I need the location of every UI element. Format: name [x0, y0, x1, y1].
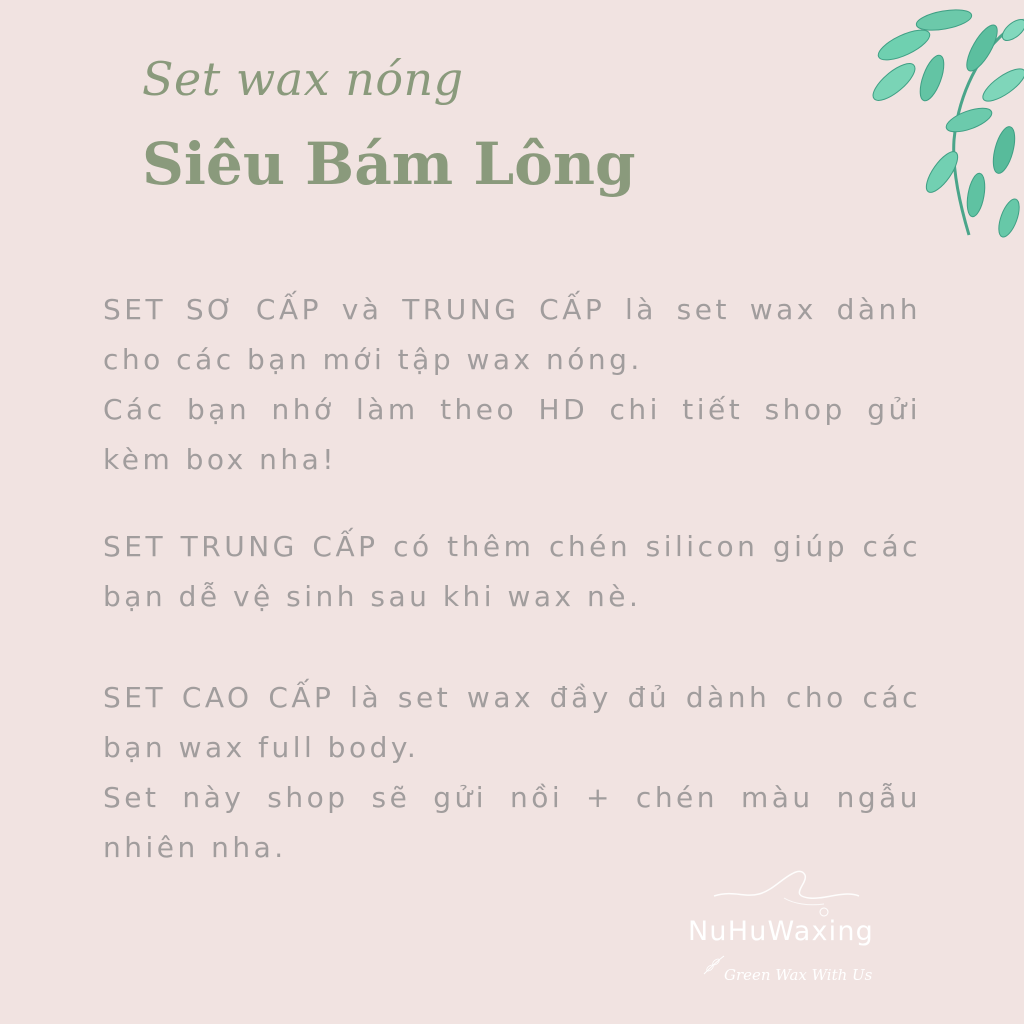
title-script: Set wax nóng	[142, 52, 464, 106]
logo-name: NuHuWaxing	[688, 916, 874, 947]
paragraph-3	[103, 673, 921, 873]
paragraph-1	[103, 285, 921, 485]
paragraph-2-line-1: SET TRUNG CẤP có thêm chén silicon giúp các bạn dễ vệ sinh sau khi wax nè.	[103, 530, 921, 613]
paragraph-3-line-2: Set này shop sẽ gửi nồi + chén màu ngẫu nhiên nha.	[103, 781, 921, 864]
page-title: Siêu Bám Lông	[142, 130, 636, 198]
paragraph-1-line-2: Các bạn nhớ làm theo HD chi tiết shop gửi kèm box nha!	[103, 393, 921, 476]
paragraph-2	[103, 522, 921, 622]
logo-tagline: Green Wax With Us	[724, 966, 873, 984]
paragraph-1-line-1: SET SƠ CẤP và TRUNG CẤP là set wax dành cho các bạn mới tập wax nóng.	[103, 293, 921, 376]
leaves-icon	[864, 0, 1024, 245]
paragraph-3-line-1: SET CAO CẤP là set wax đầy đủ dành cho các bạn wax full body.	[103, 681, 921, 764]
leaf-sprig-icon	[702, 954, 726, 976]
brand-logo	[684, 868, 904, 998]
